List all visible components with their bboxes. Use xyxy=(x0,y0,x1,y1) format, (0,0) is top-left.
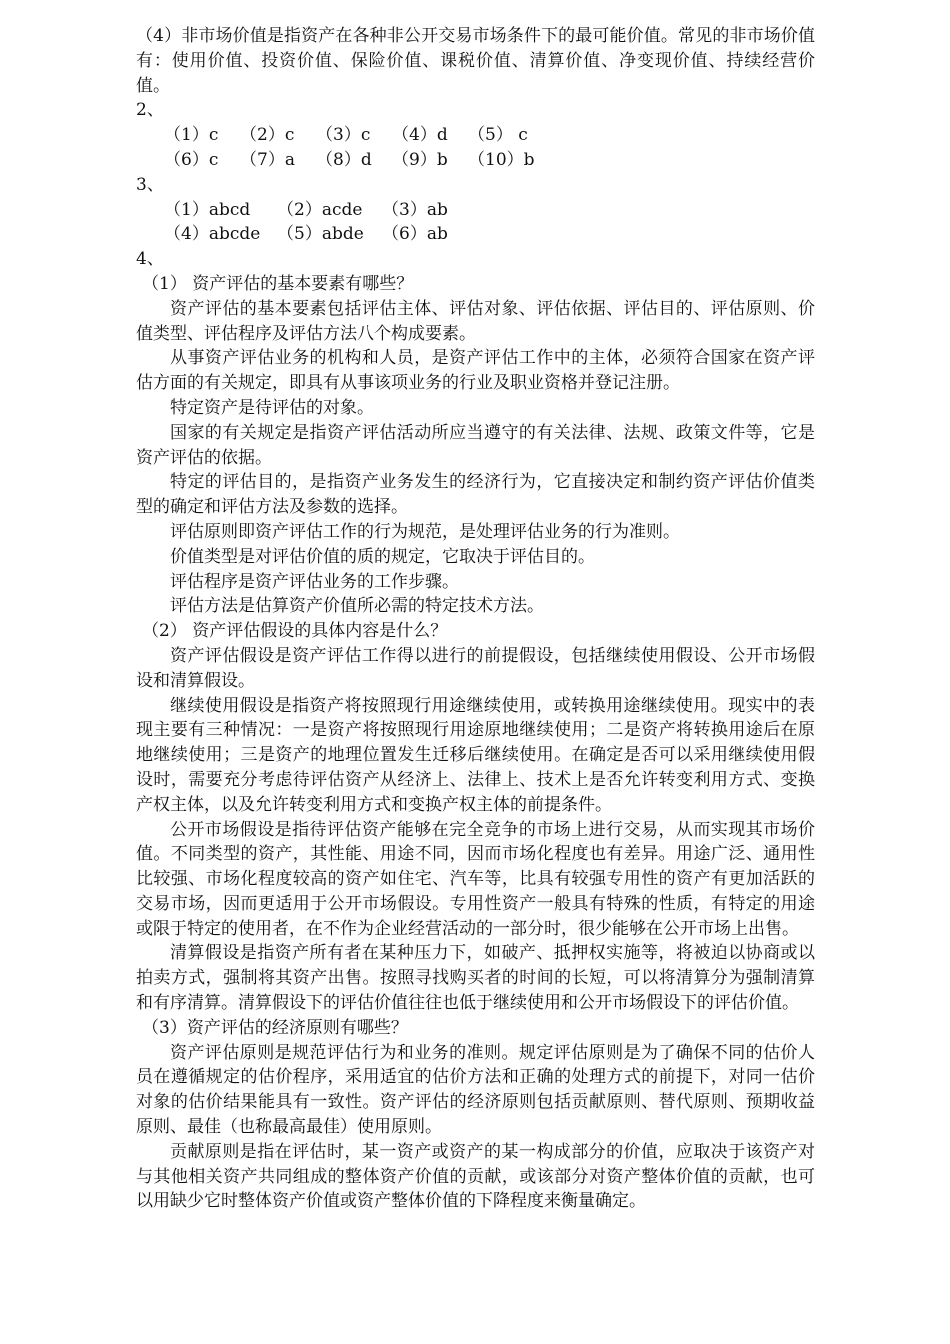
answer-item: （3）ab xyxy=(382,199,448,220)
body-paragraph: 从事资产评估业务的机构和人员，是资产评估工作中的主体，必须符合国家在资产评估方面的有关规定，即具有从事该项业务的行业及职业资格并登记注册。 xyxy=(136,348,815,394)
body-paragraph: 贡献原则是指在评估时，某一资产或资产的某一构成部分的价值，应取决于该资产对与其他相关资产共同组成的整体资产价值的贡献，或该部分对资产整体价值的贡献，也可以用缺少它时整体资产价值或资产整体价值的下降程度来衡量确定。 xyxy=(136,1141,815,1212)
answer-item: （3）c xyxy=(316,125,371,146)
body-paragraph: 评估方法是估算资产价值所必需的特定技术方法。 xyxy=(170,596,544,617)
intro-paragraph: （4）非市场价值是指资产在各种非公开交易市场条件下的最可能价值。常见的非市场价值有：使用价值、投资价值、保险价值、课税价值、清算价值、净变现价值、持续经营价值。 xyxy=(136,26,815,96)
body-paragraph: 评估原则即资产评估工作的行为规范，是处理评估业务的行为准则。 xyxy=(170,521,680,542)
answer-item: （9）b xyxy=(392,149,448,170)
body-paragraph: 继续使用假设是指资产将按照现行用途继续使用，或转换用途继续使用。现实中的表现主要有三种情况：一是资产将按照现行用途原地继续使用；二是资产将转换用途后在原地继续使用；三是资产的地理位置发生迁移后继续使用。在确定是否可以采用继续使用假设时，需要充分考虑待评估资产从经济上、法律上、技术上是否允许转变利用方式、变换产权主体，以及允许转变利用方式和变换产权主体的前提条件。 xyxy=(136,695,815,815)
question-3-title: （3）资产评估的经济原则有哪些？ xyxy=(142,1017,408,1038)
answer-item: （8）d xyxy=(316,149,372,170)
answer-item: （5）abde xyxy=(277,224,364,245)
body-paragraph: 特定的评估目的，是指资产业务发生的经济行为，它直接决定和制约资产评估价值类型的确定和评估方法及参数的选择。 xyxy=(136,472,815,518)
section-2-heading: 2、 xyxy=(136,100,164,121)
answer-item: （4）abcde xyxy=(164,224,261,245)
answer-row xyxy=(136,198,815,223)
body-paragraph: 价值类型是对评估价值的质的规定，它取决于评估目的。 xyxy=(170,546,595,567)
answer-row xyxy=(136,148,815,173)
answer-item: （2）c xyxy=(240,125,295,146)
body-paragraph: 评估程序是资产评估业务的工作步骤。 xyxy=(170,571,459,592)
answer-item: （5） c xyxy=(468,125,528,146)
body-paragraph: 清算假设是指资产所有者在某种压力下，如破产、抵押权实施等，将被迫以协商或以拍卖方式，强制将其资产出售。按照寻找购买者的时间的长短，可以将清算分为强制清算和有序清算。清算假设下的评估价值往往也低于继续使用和公开市场假设下的评估价值。 xyxy=(136,943,815,1014)
question-2-title: （2） 资产评估假设的具体内容是什么？ xyxy=(142,621,448,642)
answer-item: （1）abcd xyxy=(164,199,251,220)
answer-row xyxy=(136,123,815,148)
answer-item: （7）a xyxy=(240,149,295,170)
body-paragraph: 资产评估的基本要素包括评估主体、评估对象、评估依据、评估目的、评估原则、价值类型、评估程序及评估方法八个构成要素。 xyxy=(136,298,815,344)
answer-item: （6）c xyxy=(164,149,219,170)
body-paragraph: 资产评估原则是规范评估行为和业务的准则。规定评估原则是为了确保不同的估价人员在遵循规定的估价程序，采用适宜的估价方法和正确的处理方式的前提下，对同一估价对象的估价结果能具有一致性。资产评估的经济原则包括贡献原则、替代原则、预期收益原则、最佳（也称最高最佳）使用原则。 xyxy=(136,1042,815,1138)
body-paragraph: 特定资产是待评估的对象。 xyxy=(170,397,374,418)
answer-item: （10）b xyxy=(468,149,535,170)
section-4-heading: 4、 xyxy=(136,249,164,270)
answer-item: （4）d xyxy=(392,125,448,146)
body-paragraph: 公开市场假设是指待评估资产能够在完全竞争的市场上进行交易，从而实现其市场价值。不同类型的资产，其性能、用途不同，因而市场化程度也有差异。用途广泛、通用性比较强、市场化程度较高的资产如住宅、汽车等，比具有较强专用性的资产有更加活跃的交易市场，因而更适用于公开市场假设。专用性资产一般具有特殊的性质，有特定的用途或限于特定的使用者，在不作为企业经营活动的一部分时，很少能够在公开市场上出售。 xyxy=(136,819,815,939)
answer-item: （1）c xyxy=(164,125,219,146)
answer-row xyxy=(136,222,815,247)
section-3-heading: 3、 xyxy=(136,174,164,195)
body-paragraph: 国家的有关规定是指资产评估活动所应当遵守的有关法律、法规、政策文件等，它是资产评估的依据。 xyxy=(136,422,815,468)
question-1-title: （1） 资产评估的基本要素有哪些？ xyxy=(142,273,414,294)
answer-item: （2）acde xyxy=(277,199,363,220)
body-paragraph: 资产评估假设是资产评估工作得以进行的前提假设，包括继续使用假设、公开市场假设和清算假设。 xyxy=(136,645,815,691)
answer-item: （6）ab xyxy=(382,224,448,245)
